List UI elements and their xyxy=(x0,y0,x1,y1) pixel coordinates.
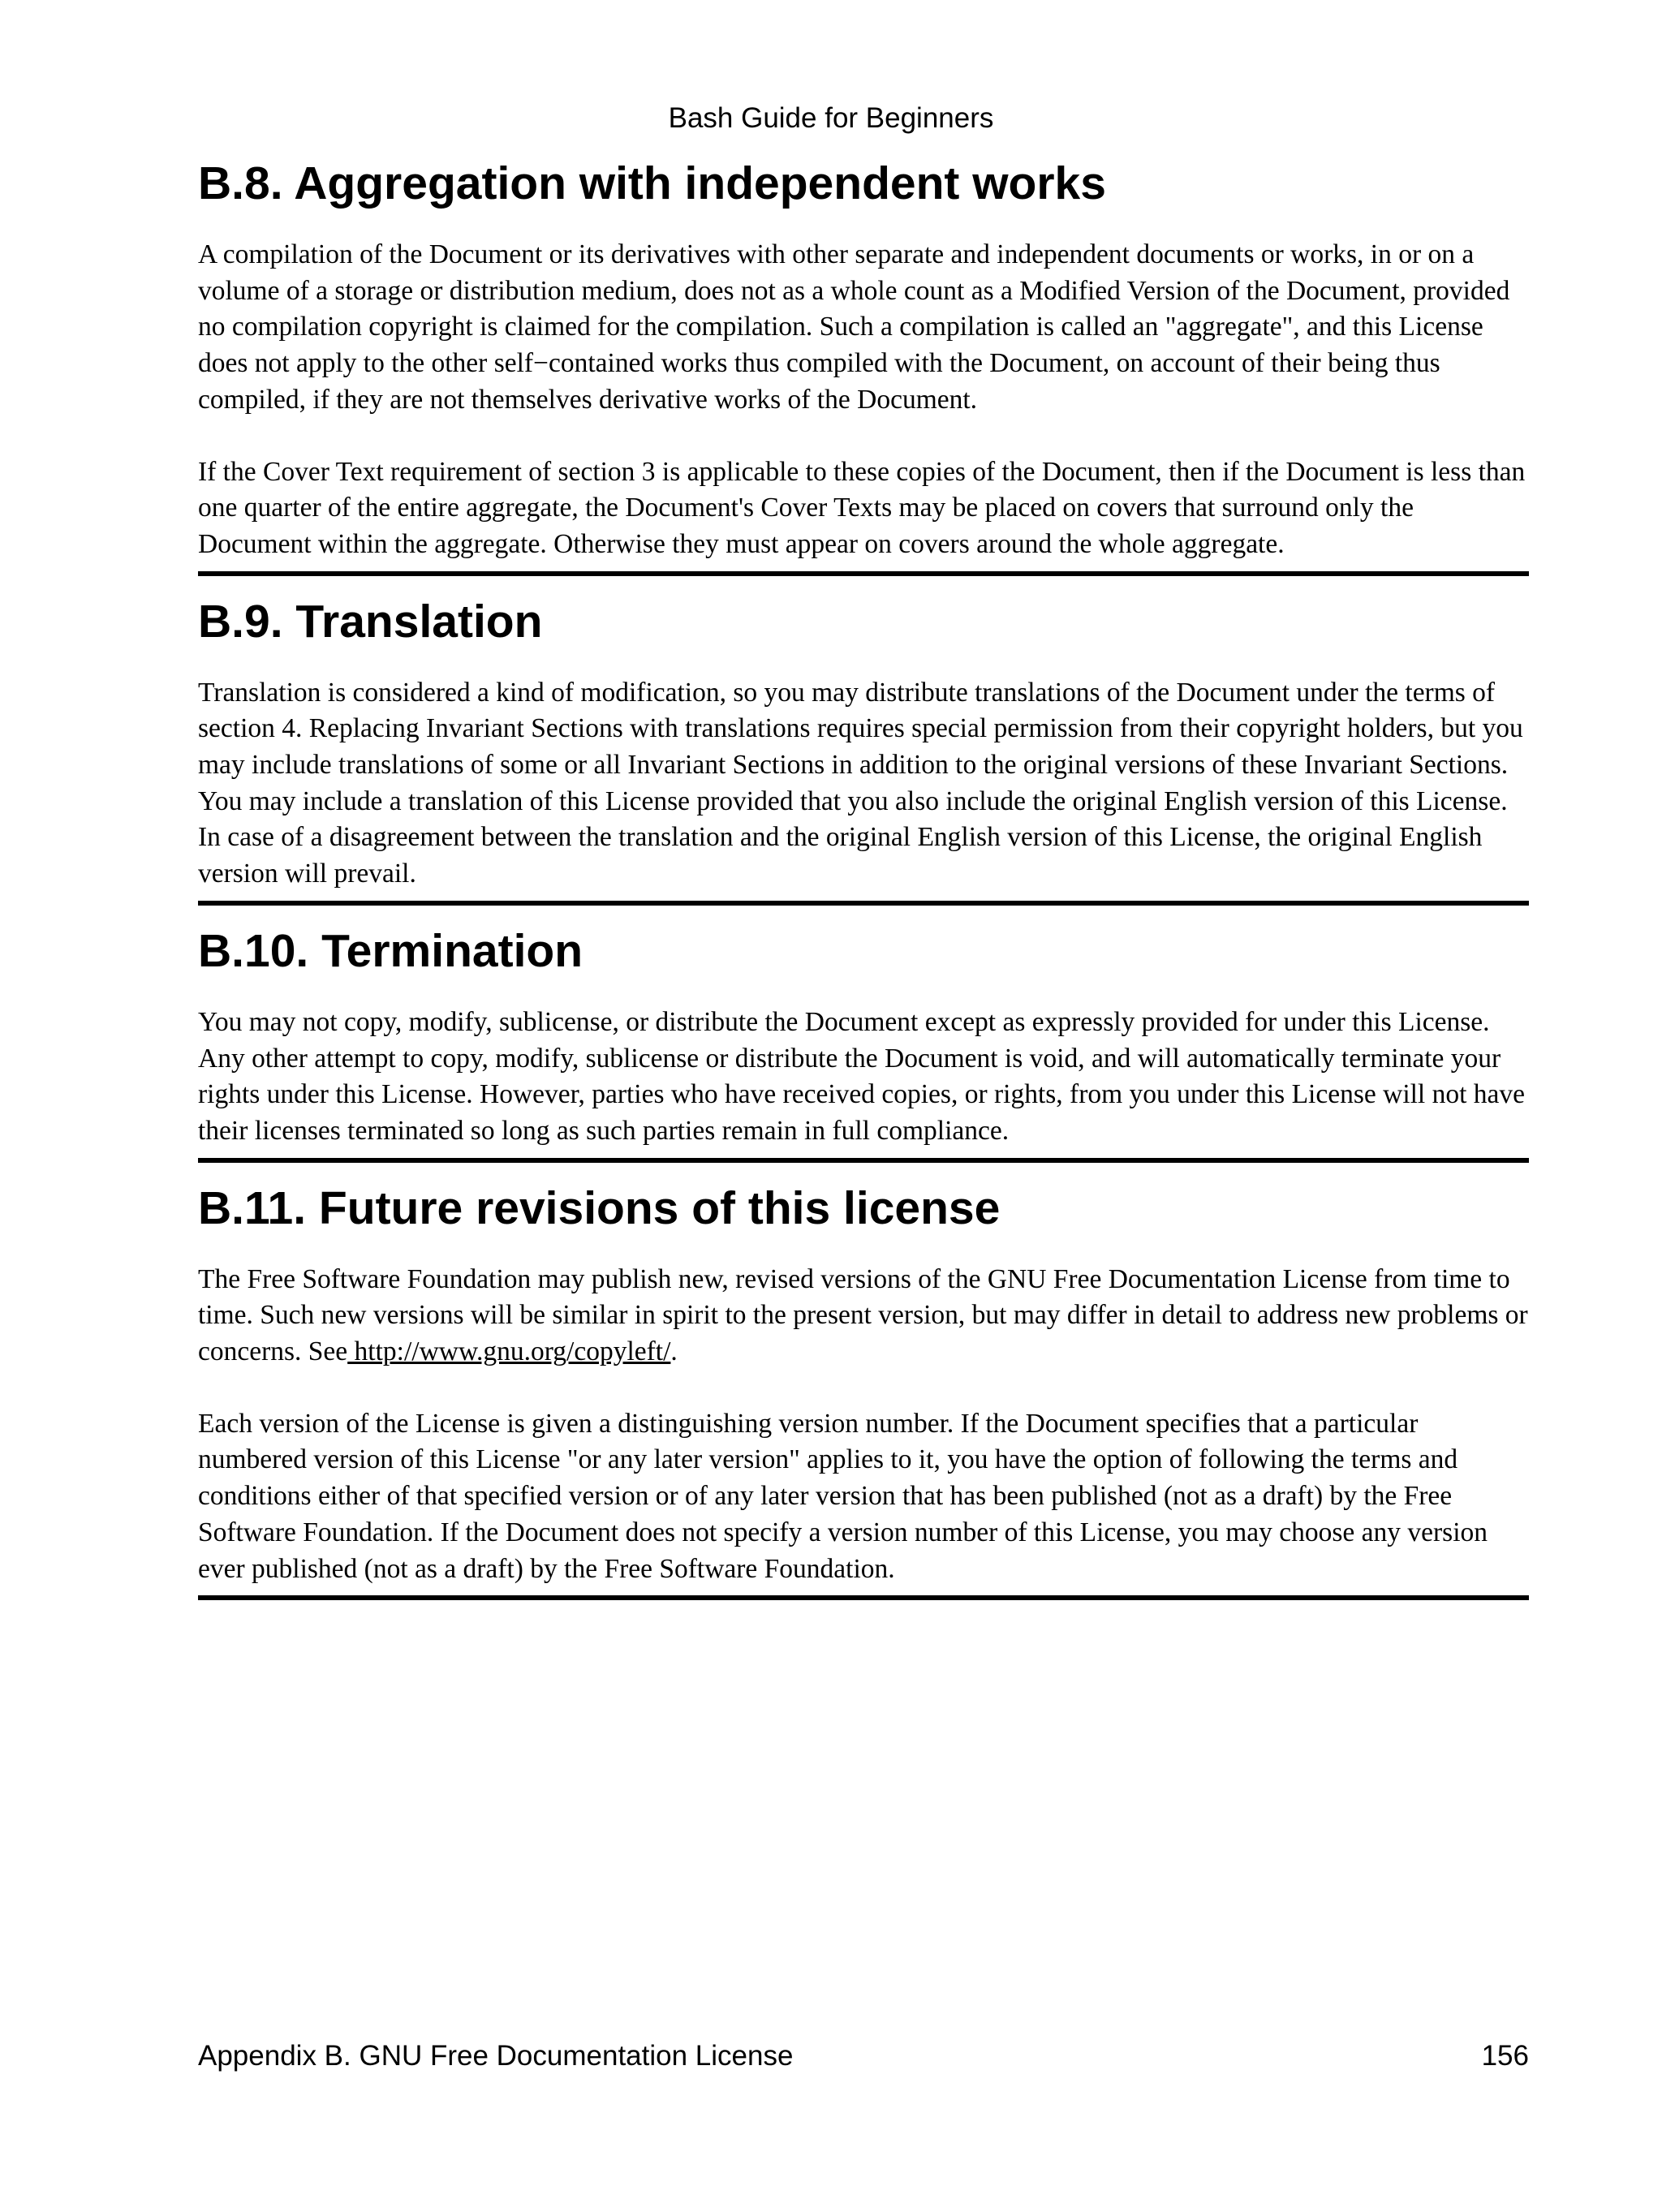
section-translation xyxy=(198,592,1529,893)
section-termination xyxy=(198,922,1529,1150)
running-header: Bash Guide for Beginners xyxy=(668,102,994,134)
section-title: B.9. Translation xyxy=(198,595,543,648)
paragraph-text: . xyxy=(670,1336,678,1367)
paragraph: Each version of the License is given a distinguishing version number. If the Document specifies that a particular numbered version of this License "or any later version" applies to it, you have the option of following the terms and conditions either of that specified version or of any later version that has been published (not as a draft) by the Free Software Foundation. If the Document does not specify a version number of this License, you may choose any version ever published (not as a draft) by the Free Software Foundation. xyxy=(198,1408,1488,1584)
section-title: B.8. Aggregation with independent works xyxy=(198,157,1106,209)
paragraph xyxy=(198,1262,1529,1371)
paragraph: Translation is considered a kind of modification, so you may distribute translations of the Document under the terms of section 4. Replacing Invariant Sections with translations requires special permission from their copyright holders, but you may include translations of some or all Invariant Sections in addition to the original versions of these Invariant Sections. You may include a translation of this License provided that you also include the original English version of this License. In case of a disagreement between the translation and the original English version of this License, the original English version will prevail. xyxy=(198,677,1523,889)
copyleft-link[interactable]: http://www.gnu.org/copyleft/ xyxy=(347,1336,671,1367)
paragraph: If the Cover Text requirement of section 3 is applicable to these copies of the Document, then if the Document is less than one quarter of the entire aggregate, the Document's Cover Texts may be placed on covers that surround only the Document within the aggregate. Otherwise they must appear on covers around the whole aggregate. xyxy=(198,456,1526,559)
section-divider xyxy=(198,1595,1529,1600)
section-divider xyxy=(198,901,1529,906)
page-number: 156 xyxy=(1481,2040,1529,2072)
running-footer xyxy=(198,2037,1529,2076)
footer-chapter: Appendix B. GNU Free Documentation License xyxy=(198,2040,794,2072)
paragraph: A compilation of the Document or its derivatives with other separate and independent documents or works, in or on a volume of a storage or distribution medium, does not as a whole count as a Modified Version of the Document, provided no compilation copyright is claimed for the compilation. Such a compilation is called an "aggregate", and this License does not apply to the other self−contained works thus compiled with the Document, on account of their being thus compiled, if they are not themselves derivative works of the Document. xyxy=(198,239,1510,415)
section-title: B.11. Future revisions of this license xyxy=(198,1181,1001,1234)
section-aggregation xyxy=(198,154,1529,563)
section-title: B.10. Termination xyxy=(198,924,583,977)
paragraph-text: The Free Software Foundation may publish new, revised versions of the GNU Free Documentation License from time to time. Such new versions will be similar in spirit to the present version, but may differ in detail to address new problems or concerns. See xyxy=(198,1263,1528,1367)
page-content xyxy=(198,154,1529,1616)
section-divider xyxy=(198,571,1529,576)
section-future-revisions xyxy=(198,1179,1529,1588)
paragraph: You may not copy, modify, sublicense, or distribute the Document except as expressly provided for under this License. Any other attempt to copy, modify, sublicense or distribute the Document is void, and will automatically terminate your rights under this License. However, parties who have received copies, or rights, from you under this License will not have their licenses terminated so long as such parties remain in full compliance. xyxy=(198,1006,1526,1146)
section-divider xyxy=(198,1158,1529,1163)
